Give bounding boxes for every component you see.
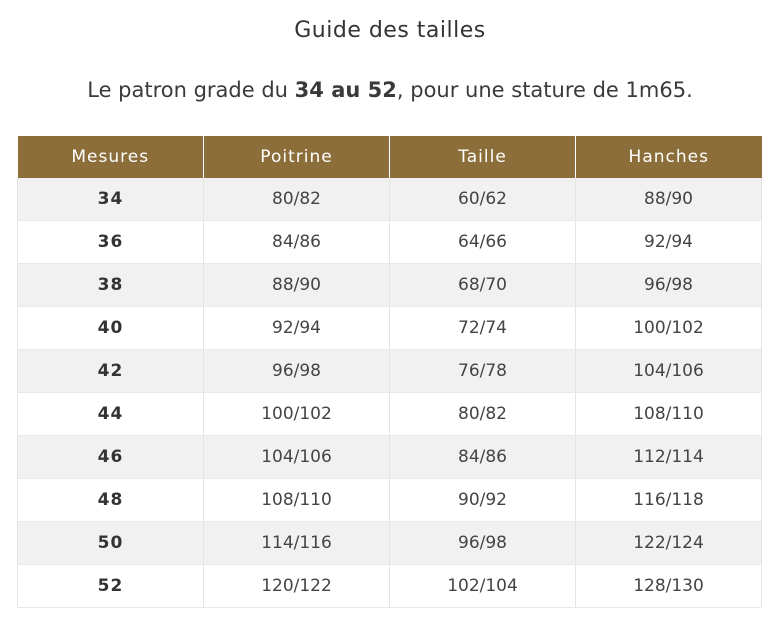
poitrine-cell: 92/94 (204, 307, 390, 350)
poitrine-cell: 108/110 (204, 479, 390, 522)
taille-cell: 96/98 (390, 522, 576, 565)
hanches-cell: 100/102 (576, 307, 762, 350)
subtitle-size-from: 34 (294, 78, 324, 102)
table-row (18, 307, 762, 350)
poitrine-cell: 114/116 (204, 522, 390, 565)
table-row (18, 522, 762, 565)
column-header-taille: Taille (390, 136, 576, 178)
size-cell: 50 (18, 522, 204, 565)
taille-cell: 90/92 (390, 479, 576, 522)
table-row (18, 393, 762, 436)
taille-cell: 76/78 (390, 350, 576, 393)
table-header-row (18, 136, 762, 178)
column-header-poitrine: Poitrine (204, 136, 390, 178)
page-subtitle (0, 78, 780, 102)
table-row (18, 565, 762, 608)
taille-cell: 68/70 (390, 264, 576, 307)
poitrine-cell: 84/86 (204, 221, 390, 264)
hanches-cell: 88/90 (576, 178, 762, 221)
size-cell: 48 (18, 479, 204, 522)
poitrine-cell: 80/82 (204, 178, 390, 221)
size-cell: 44 (18, 393, 204, 436)
size-cell: 36 (18, 221, 204, 264)
hanches-cell: 108/110 (576, 393, 762, 436)
column-header-mesures: Mesures (18, 136, 204, 178)
taille-cell: 60/62 (390, 178, 576, 221)
table-row (18, 436, 762, 479)
table-row (18, 479, 762, 522)
table-row (18, 221, 762, 264)
size-cell: 38 (18, 264, 204, 307)
size-cell: 42 (18, 350, 204, 393)
subtitle-connector: au (323, 78, 368, 102)
hanches-cell: 116/118 (576, 479, 762, 522)
taille-cell: 84/86 (390, 436, 576, 479)
poitrine-cell: 88/90 (204, 264, 390, 307)
subtitle-size-to: 52 (367, 78, 397, 102)
size-cell: 40 (18, 307, 204, 350)
size-table (17, 136, 762, 608)
page-title: Guide des tailles (294, 18, 486, 43)
hanches-cell: 112/114 (576, 436, 762, 479)
table-row (18, 178, 762, 221)
taille-cell: 64/66 (390, 221, 576, 264)
table-row (18, 264, 762, 307)
poitrine-cell: 104/106 (204, 436, 390, 479)
hanches-cell: 92/94 (576, 221, 762, 264)
subtitle-suffix: , pour une stature de 1m65. (396, 78, 693, 102)
table-row (18, 350, 762, 393)
subtitle-prefix: Le patron grade du (87, 78, 295, 102)
size-cell: 34 (18, 178, 204, 221)
taille-cell: 80/82 (390, 393, 576, 436)
size-cell: 52 (18, 565, 204, 608)
hanches-cell: 122/124 (576, 522, 762, 565)
taille-cell: 102/104 (390, 565, 576, 608)
size-cell: 46 (18, 436, 204, 479)
hanches-cell: 128/130 (576, 565, 762, 608)
poitrine-cell: 96/98 (204, 350, 390, 393)
column-header-hanches: Hanches (576, 136, 762, 178)
poitrine-cell: 100/102 (204, 393, 390, 436)
taille-cell: 72/74 (390, 307, 576, 350)
poitrine-cell: 120/122 (204, 565, 390, 608)
hanches-cell: 96/98 (576, 264, 762, 307)
hanches-cell: 104/106 (576, 350, 762, 393)
